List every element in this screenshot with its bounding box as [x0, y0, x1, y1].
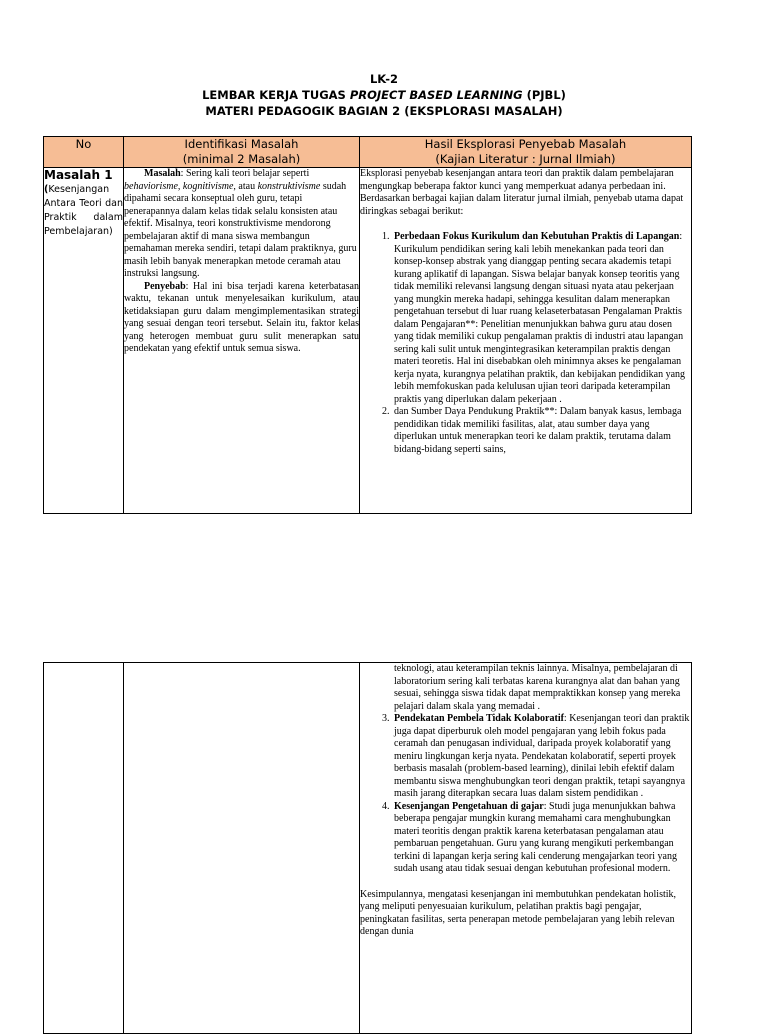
worksheet-table-page1	[43, 136, 692, 514]
list-item-4-title: Kesenjangan Pengetahuan di gajar	[394, 800, 544, 812]
list-item-2	[392, 406, 691, 456]
worksheet-table-page2	[43, 662, 692, 1034]
table-row-continued	[44, 663, 692, 1034]
cell-hasil-continued	[360, 663, 692, 1034]
list-item-3-title: Pendekatan Pembela Tidak Kolaboratif	[394, 713, 564, 724]
list-item-1-text: : Kurikulum pendidikan sering kali lebih menekankan pada teori dan konsep-konsep abstrak yang dianggap penting secara akademis tetapi kurang aplikatif di lapangan. Siswa belajar banyak konsep teoritis yang tidak memiliki relevansi langsung dengan situasi nyata atau pekerjaan yang mungkin mereka hadapi, sehingga kesulitan dalam menerapkan pengetahuan tersebut di luar ruang kelaseterbatasan Pengalaman Praktis dalam Pengajaran**: Penelitian menunjukkan bahwa guru atau dosen yang tidak memiliki cukup pengalaman praktis di industri atau lapangan sering kali sulit untuk mengintegrasikan keterampilan praktis dengan materi teoretis. Hal ini disebabkan oleh minimnya akses ke pengalaman kerja nyata, kurangnya pelatihan praktik, dan kebijakan pendidikan yang lebih memfokuskan pada kelulusan ujian teori daripada keterampilan praktis yang diperlukan dalam pekerjaan .	[394, 231, 686, 405]
masalah-subtitle-text: Kesenjangan Antara Teori dan Praktik dalam Pembelajaran)	[44, 184, 123, 237]
list-item-2-text: dan Sumber Daya Pendukung Praktik**: Dalam banyak kasus, lembaga pendidikan tidak memiliki fasilitas, alat, atau sumber daya yang diperlukan untuk menerapkan teori ke dalam praktik, terutama dalam bidang-bidang seperti sains,	[394, 406, 682, 455]
header-title-part1: LEMBAR KERJA TUGAS	[202, 88, 350, 102]
masalah-subtitle	[44, 183, 123, 239]
table-row-masalah-1	[44, 168, 692, 514]
penyebab-list-continued	[360, 663, 691, 713]
cell-no-continued	[44, 663, 124, 1034]
penyebab-list-more	[360, 713, 691, 876]
col-header-hasil-l1: Hasil Eksplorasi Penyebab Masalah	[424, 137, 627, 151]
penyebab-label: Penyebab	[144, 280, 186, 292]
cell-identifikasi-continued	[124, 663, 360, 1034]
masalah-subtitle-paren: (	[44, 184, 49, 195]
list-item-1	[392, 231, 691, 406]
header-title	[0, 87, 768, 103]
masalah-text-3: sudah dipahami secara konseptual oleh guru, tetapi penerapannya dalam kelas tidak selalu konsisten atau efektif. Misalnya, teori konstruktivisme mendorong pembelajaran aktif di mana siswa membangun pemahaman mereka sendiri, tetapi dalam praktiknya, guru masih lebih banyak menerapkan metode ceramah atau instruksi langsung.	[124, 180, 357, 279]
masalah-text-2: , atau	[233, 180, 258, 192]
header-title-part3: (PJBL)	[522, 88, 566, 102]
col-header-no-text: No	[75, 137, 92, 151]
document-header	[0, 71, 768, 119]
list-item-2-continued	[392, 663, 691, 713]
header-subtitle: MATERI PEDAGOGIK BAGIAN 2 (EKSPLORASI MASALAH)	[205, 104, 563, 118]
list-item-2-text-continued: teknologi, atau keterampilan teknis lainnya. Misalnya, pembelajaran di laboratorium sering kali terbatas karena kurangnya alat dan bahan yang sesuai, sehingga siswa tidak dapat mempraktikkan konsep yang mereka pelajari dalam skala yang memadai .	[394, 663, 681, 712]
header-code: LK-2	[369, 72, 398, 86]
col-header-hasil-l2: (Kajian Literatur : Jurnal Ilmiah)	[435, 152, 616, 166]
col-header-identifikasi-l1: Identifikasi Masalah	[184, 137, 299, 151]
list-item-4-text: : Studi juga menunjukkan bahwa beberapa pengajar mungkin kurang memahami cara menghubungkan materi teoritis dengan praktik karena keterbatasan pengalaman atau pembaruan pengetahuan. Guru yang kurang mengikuti perkembangan terkini di lapangan kerja sering kali cenderung mengajarkan teori yang sudah usang atau tidak sesuai dengan kebutuhan profesional modern.	[394, 800, 677, 874]
col-header-hasil	[360, 137, 692, 168]
penyebab-paragraph	[124, 281, 359, 356]
list-item-3-text: : Kesenjangan teori dan praktik juga dapat diperburuk oleh model pengajaran yang lebih fokus pada ceramah dan penugasan individual, daripada proyek kolaboratif yang meniru lingkungan kerja nyata. Pendekatan kolaboratif, seperti proyek berbasis masalah (problem-based learning), dinilai lebih efektif dalam membantu siswa menghubungkan teori dengan praktik, tetapi sayangnya masih jarang diterapkan secara luas dalam sistem pendidikan .	[394, 713, 690, 799]
col-header-identifikasi-l2: (minimal 2 Masalah)	[182, 152, 301, 166]
list-item-3	[392, 713, 691, 801]
paragraph-gap	[360, 218, 691, 231]
masalah-title: Masalah 1	[44, 168, 113, 182]
masalah-text-1: : Sering kali teori belajar seperti	[180, 168, 310, 179]
header-title-italic: PROJECT BASED LEARNING	[349, 88, 523, 102]
masalah-italic-2: konstruktivisme	[257, 180, 321, 192]
masalah-label: Masalah	[144, 168, 181, 179]
hasil-conclusion: Kesimpulannya, mengatasi kesenjangan ini membutuhkan pendekatan holistik, yang meliputi penyesuaian kurikulum, pelatihan praktis bagi pengajar, peningkatan fasilitas, serta penerapan metode pembelajaran yang lebih relevan dengan dunia	[360, 888, 677, 937]
list-item-1-title: Perbedaan Fokus Kurikulum dan Kebutuhan Praktis di Lapangan	[394, 231, 680, 242]
cell-hasil	[360, 168, 692, 514]
table-header-row	[44, 137, 692, 168]
col-header-no	[44, 137, 124, 168]
cell-no	[44, 168, 124, 514]
col-header-identifikasi	[124, 137, 360, 168]
masalah-italic-1: behaviorisme, kognitivisme	[124, 180, 234, 192]
cell-identifikasi	[124, 168, 360, 514]
hasil-intro: Eksplorasi penyebab kesenjangan antara teori dan praktik dalam pembelajaran mengungkap beberapa faktor kunci yang memperkuat adanya perbedaan ini. Berdasarkan berbagai kajian dalam literatur jurnal ilmiah, penyebab utama dapat diringkas sebagai berikut:	[360, 168, 684, 217]
paragraph-gap-2	[360, 876, 691, 889]
masalah-paragraph	[124, 168, 359, 281]
penyebab-text: : Hal ini bisa terjadi karena keterbatasan waktu, tekanan untuk menyelesaikan kurikulum, atau ketidaksiapan guru dalam mengimplementasikan strategi yang sesuai dengan teori tersebut. Selain itu, faktor kelas yang heterogen membuat guru sulit menerapkan satu pendekatan yang efektif untuk semua siswa.	[124, 280, 359, 354]
list-item-4	[392, 801, 691, 876]
penyebab-list	[360, 231, 691, 456]
